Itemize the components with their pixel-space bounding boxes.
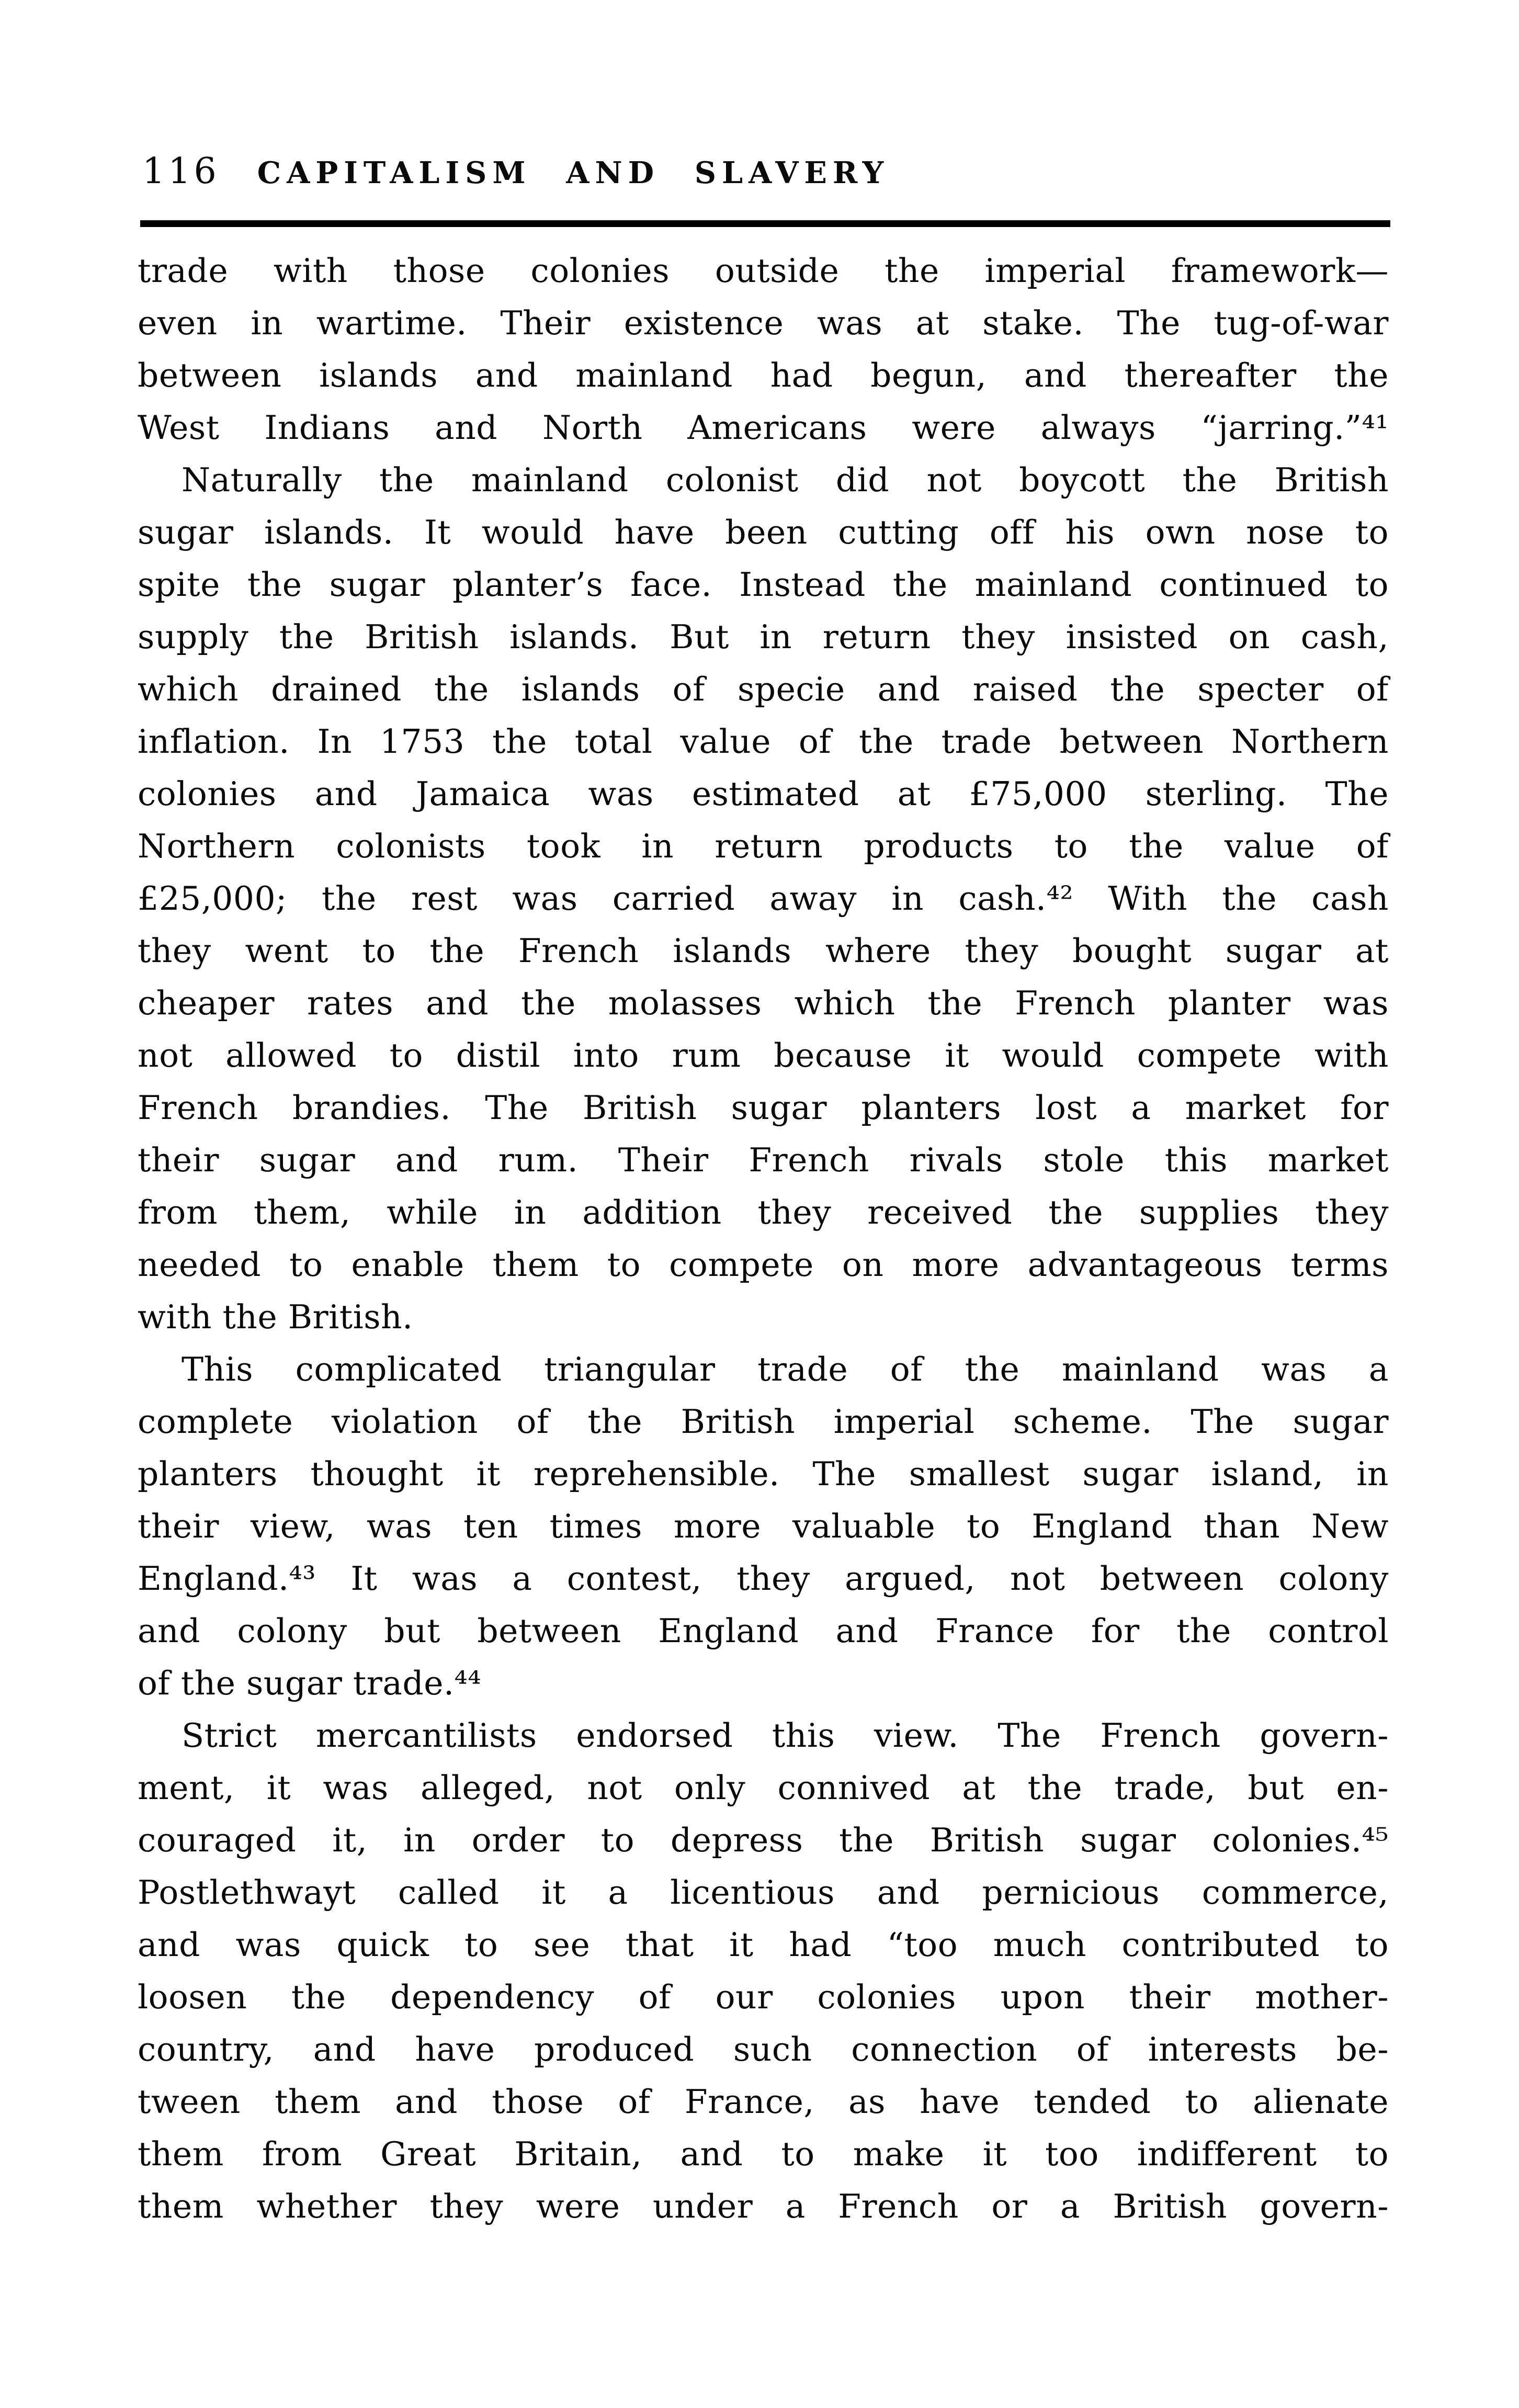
page-header bbox=[142, 151, 889, 192]
text-line: them from Great Britain, and to make it too indifferent to bbox=[138, 2135, 1389, 2173]
text-line: they went to the French islands where they bought sugar at bbox=[138, 932, 1389, 970]
text-line: Northern colonists took in return products to the value of bbox=[138, 827, 1389, 865]
text-line: planters thought it reprehensible. The smallest sugar island, in bbox=[138, 1455, 1389, 1493]
text-line: and colony but between England and France for the control bbox=[138, 1612, 1389, 1650]
text-line: England.⁴³ It was a contest, they argued, not between colony bbox=[138, 1559, 1389, 1598]
text-line: loosen the dependency of our colonies upon their mother- bbox=[138, 1978, 1389, 2016]
text-line: inflation. In 1753 the total value of the trade between Northern bbox=[138, 722, 1389, 761]
text-line: between islands and mainland had begun, and thereafter the bbox=[138, 356, 1389, 394]
text-line: tween them and those of France, as have tended to alienate bbox=[138, 2083, 1389, 2121]
text-line: French brandies. The British sugar planters lost a market for bbox=[138, 1089, 1389, 1127]
text-line: trade with those colonies outside the imperial framework— bbox=[138, 252, 1389, 290]
text-line: spite the sugar planter’s face. Instead the mainland continued to bbox=[138, 566, 1389, 604]
text-line: Postlethwayt called it a licentious and pernicious commerce, bbox=[138, 1873, 1389, 1912]
running-title: CAPITALISM AND SLAVERY bbox=[257, 155, 890, 190]
text-line: ment, it was alleged, not only connived at the trade, but en- bbox=[138, 1769, 1389, 1807]
header-rule bbox=[140, 220, 1390, 227]
text-line: their sugar and rum. Their French rivals stole this market bbox=[138, 1141, 1389, 1179]
text-line: not allowed to distil into rum because it would compete with bbox=[138, 1036, 1389, 1075]
text-line: Naturally the mainland colonist did not boycott the British bbox=[182, 461, 1389, 499]
text-line: cheaper rates and the molasses which the French planter was bbox=[138, 984, 1389, 1022]
text-line: needed to enable them to compete on more advantageous terms bbox=[138, 1246, 1389, 1284]
text-line: even in wartime. Their existence was at stake. The tug-of-war bbox=[138, 304, 1389, 342]
text-line: complete violation of the British imperial scheme. The sugar bbox=[138, 1403, 1389, 1441]
text-line: their view, was ten times more valuable to England than New bbox=[138, 1507, 1389, 1545]
text-line: colonies and Jamaica was estimated at £75,000 sterling. The bbox=[138, 775, 1389, 813]
text-line: sugar islands. It would have been cutting off his own nose to bbox=[138, 513, 1389, 551]
text-line: them whether they were under a French or a British govern- bbox=[138, 2187, 1389, 2225]
text-line: Strict mercantilists endorsed this view. The French govern- bbox=[182, 1716, 1389, 1755]
text-line: supply the British islands. But in return they insisted on cash, bbox=[138, 618, 1389, 656]
text-line: £25,000; the rest was carried away in cash.⁴² With the cash bbox=[138, 879, 1389, 918]
text-line: from them, while in addition they received the supplies they bbox=[138, 1193, 1389, 1231]
text-line: with the British. bbox=[138, 1298, 413, 1336]
text-line: This complicated triangular trade of the mainland was a bbox=[182, 1350, 1389, 1388]
text-line: couraged it, in order to depress the British sugar colonies.⁴⁵ bbox=[138, 1821, 1389, 1859]
text-line: and was quick to see that it had “too much contributed to bbox=[138, 1926, 1389, 1964]
text-line: which drained the islands of specie and raised the specter of bbox=[138, 670, 1389, 708]
page-body bbox=[138, 245, 1389, 2233]
page-number: 116 bbox=[142, 151, 220, 192]
text-line: country, and have produced such connection of interests be- bbox=[138, 2030, 1389, 2068]
text-line: West Indians and North Americans were always “jarring.”⁴¹ bbox=[138, 409, 1389, 447]
text-line: of the sugar trade.⁴⁴ bbox=[138, 1664, 482, 1702]
